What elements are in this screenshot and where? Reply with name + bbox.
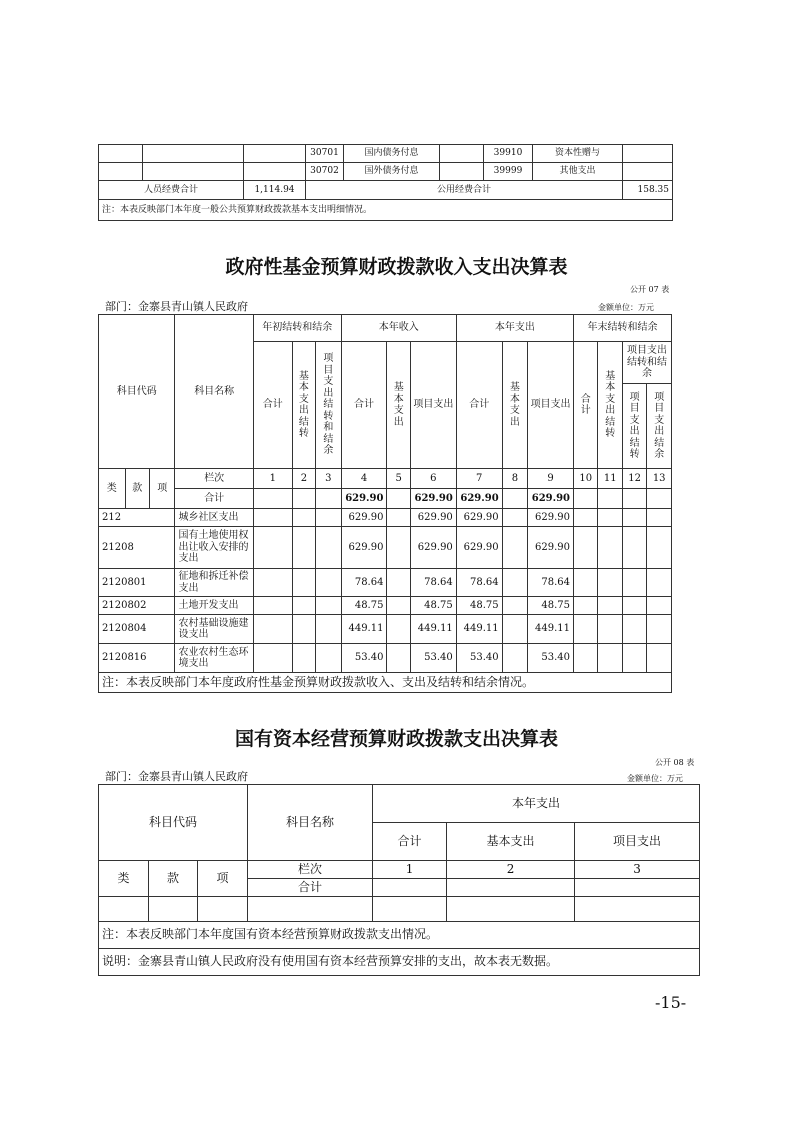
xiang-header: 项: [198, 861, 248, 897]
unit-label: 金额单位：万元: [598, 303, 654, 312]
personnel-label: 人员经费合计: [99, 181, 244, 200]
col-number: 2: [447, 861, 575, 879]
department-label: 部门：金寨县青山镇人民政府: [105, 300, 248, 313]
code-cell: 39999: [484, 163, 533, 181]
form-number: 公开 07 表: [630, 285, 670, 294]
value-cell: 449.11: [341, 615, 387, 644]
value-cell: 48.75: [410, 597, 456, 615]
lanci-label: 栏次: [175, 469, 253, 489]
col-number: 7: [456, 469, 502, 489]
basic-header: 基本支出: [447, 823, 575, 861]
lanci-label: 栏次: [248, 861, 373, 879]
col-number: 11: [598, 469, 622, 489]
value-cell: 48.75: [456, 597, 502, 615]
column-number-row: [99, 469, 672, 489]
total-cell: 629.90: [456, 489, 502, 509]
total-cell: 629.90: [410, 489, 456, 509]
subject-code: 2120804: [99, 615, 175, 644]
col-number: 9: [528, 469, 574, 489]
end-balance-header: 年末结转和结余: [574, 315, 672, 342]
col-number: 2: [292, 469, 315, 489]
code-cell: 30701: [306, 145, 344, 163]
income-header: 本年收入: [341, 315, 456, 342]
code-header: 科目代码: [99, 315, 175, 469]
kuan-header: 款: [149, 861, 198, 897]
col-number: 5: [387, 469, 410, 489]
value-cell: 78.64: [410, 569, 456, 597]
table-row: [99, 569, 672, 597]
name-header: 科目名称: [175, 315, 253, 469]
header-row: [99, 315, 672, 342]
table-note: 注：本表反映部门本年度政府性基金预算财政拨款收入、支出及结转和结余情况。: [99, 673, 672, 693]
public-value: 158.35: [623, 181, 673, 200]
lei-header: 类: [99, 861, 149, 897]
value-cell: 78.64: [456, 569, 502, 597]
name-cell: 国外债务付息: [344, 163, 440, 181]
begin-balance-header: 年初结转和结余: [253, 315, 341, 342]
table-row: [99, 897, 700, 922]
xiang-header: 项: [149, 469, 175, 509]
subject-name: 土地开发支出: [175, 597, 253, 615]
page-title: 政府性基金预算财政拨款收入支出决算表: [225, 256, 568, 278]
project-header: 项目支出: [575, 823, 700, 861]
col-number: 8: [502, 469, 527, 489]
unit-label: 金额单位：万元: [627, 774, 683, 783]
value-cell: 53.40: [528, 644, 574, 673]
income-total-header: 合计: [341, 342, 387, 469]
subject-code: 2120801: [99, 569, 175, 597]
page-title: 国有资本经营预算财政拨款支出决算表: [234, 728, 558, 750]
expense-header: 本年支出: [456, 315, 573, 342]
end-basic-carry-header: 基本支出结转: [605, 370, 616, 439]
total-label: 合计: [175, 489, 253, 509]
expense-proj-header: 项目支出: [528, 342, 574, 469]
table-row: [99, 145, 673, 163]
expense-header: 本年支出: [373, 785, 700, 823]
subject-name: 城乡社区支出: [175, 509, 253, 527]
col-number: 6: [410, 469, 456, 489]
table-row: [99, 615, 672, 644]
table-row: [99, 163, 673, 181]
value-cell: 629.90: [410, 527, 456, 569]
table-note: 注：本表反映部门本年度国有资本经营预算财政拨款支出情况。: [99, 922, 700, 949]
state-capital-table: [98, 784, 700, 976]
value-cell: 53.40: [341, 644, 387, 673]
public-label: 公用经费合计: [306, 181, 623, 200]
income-basic-header: 基本支出: [393, 382, 404, 428]
income-proj-header: 项目支出: [410, 342, 456, 469]
value-cell: 48.75: [528, 597, 574, 615]
value-cell: 629.90: [456, 509, 502, 527]
subject-name: 农村基础设施建设支出: [175, 615, 253, 644]
table-row: [99, 509, 672, 527]
column-number-row: [99, 861, 700, 879]
begin-proj-header: 项目支出结转和结余: [323, 353, 334, 457]
department-label: 部门：金寨县青山镇人民政府: [105, 770, 248, 783]
end-proj-carry-header: 项目支出结转: [629, 391, 640, 460]
value-cell: 48.75: [341, 597, 387, 615]
table-row: [99, 181, 673, 200]
value-cell: 629.90: [410, 509, 456, 527]
name-header: 科目名称: [248, 785, 373, 861]
col-number: 1: [373, 861, 447, 879]
page-number: -15-: [655, 993, 687, 1012]
total-label: 合计: [248, 879, 373, 897]
end-proj-surplus-header: 项目支出结余: [654, 391, 665, 460]
value-cell: 629.90: [456, 527, 502, 569]
col-number: 3: [316, 469, 342, 489]
total-cell: 629.90: [528, 489, 574, 509]
col-number: 1: [253, 469, 292, 489]
subject-name: 征地和拆迁补偿支出: [175, 569, 253, 597]
name-cell: 其他支出: [533, 163, 623, 181]
subject-code: 212: [99, 509, 175, 527]
subject-code: 2120802: [99, 597, 175, 615]
begin-total-header: 合计: [253, 342, 292, 469]
value-cell: 53.40: [410, 644, 456, 673]
begin-basic-carry-header: 基本支出结转: [298, 370, 309, 439]
table-row: [99, 200, 673, 221]
table-row: [99, 949, 700, 976]
value-cell: 629.90: [528, 509, 574, 527]
table-row: [99, 922, 700, 949]
subject-code: 2120816: [99, 644, 175, 673]
value-cell: 629.90: [341, 527, 387, 569]
form-number: 公开 08 表: [655, 758, 695, 767]
subject-name: 农业农村生态环境支出: [175, 644, 253, 673]
lei-header: 类: [99, 469, 126, 509]
total-row: [99, 489, 672, 509]
code-header: 科目代码: [99, 785, 248, 861]
table-row: [99, 644, 672, 673]
table-row: [99, 673, 672, 693]
subject-name: 国有土地使用权出让收入安排的支出: [175, 527, 253, 569]
col-number: 12: [622, 469, 646, 489]
value-cell: 629.90: [528, 527, 574, 569]
expense-total-header: 合计: [456, 342, 502, 469]
subject-code: 21208: [99, 527, 175, 569]
end-proj-header: 项目支出结转和结余: [622, 342, 671, 384]
name-cell: 资本性赠与: [533, 145, 623, 163]
personnel-value: 1,114.94: [244, 181, 306, 200]
value-cell: 53.40: [456, 644, 502, 673]
header-row: [99, 785, 700, 823]
col-number: 13: [647, 469, 672, 489]
value-cell: 449.11: [528, 615, 574, 644]
total-cell: 629.90: [341, 489, 387, 509]
table-row: [99, 527, 672, 569]
end-total-header: 合计: [580, 393, 591, 416]
value-cell: 449.11: [456, 615, 502, 644]
value-cell: 78.64: [528, 569, 574, 597]
value-cell: 449.11: [410, 615, 456, 644]
expense-basic-header: 基本支出: [509, 382, 520, 428]
code-cell: 30702: [306, 163, 344, 181]
col-number: 3: [575, 861, 700, 879]
table-row: [99, 597, 672, 615]
kuan-header: 款: [125, 469, 149, 509]
name-cell: 国内债务付息: [344, 145, 440, 163]
total-header: 合计: [373, 823, 447, 861]
col-number: 10: [574, 469, 598, 489]
fund-table: [98, 314, 672, 693]
table-explanation: 说明：金寨县青山镇人民政府没有使用国有资本经营预算安排的支出，故本表无数据。: [99, 949, 700, 976]
value-cell: 629.90: [341, 509, 387, 527]
col-number: 4: [341, 469, 387, 489]
value-cell: 78.64: [341, 569, 387, 597]
code-cell: 39910: [484, 145, 533, 163]
table-note: 注：本表反映部门本年度一般公共预算财政拨款基本支出明细情况。: [99, 200, 673, 221]
prev-table: [98, 144, 673, 221]
